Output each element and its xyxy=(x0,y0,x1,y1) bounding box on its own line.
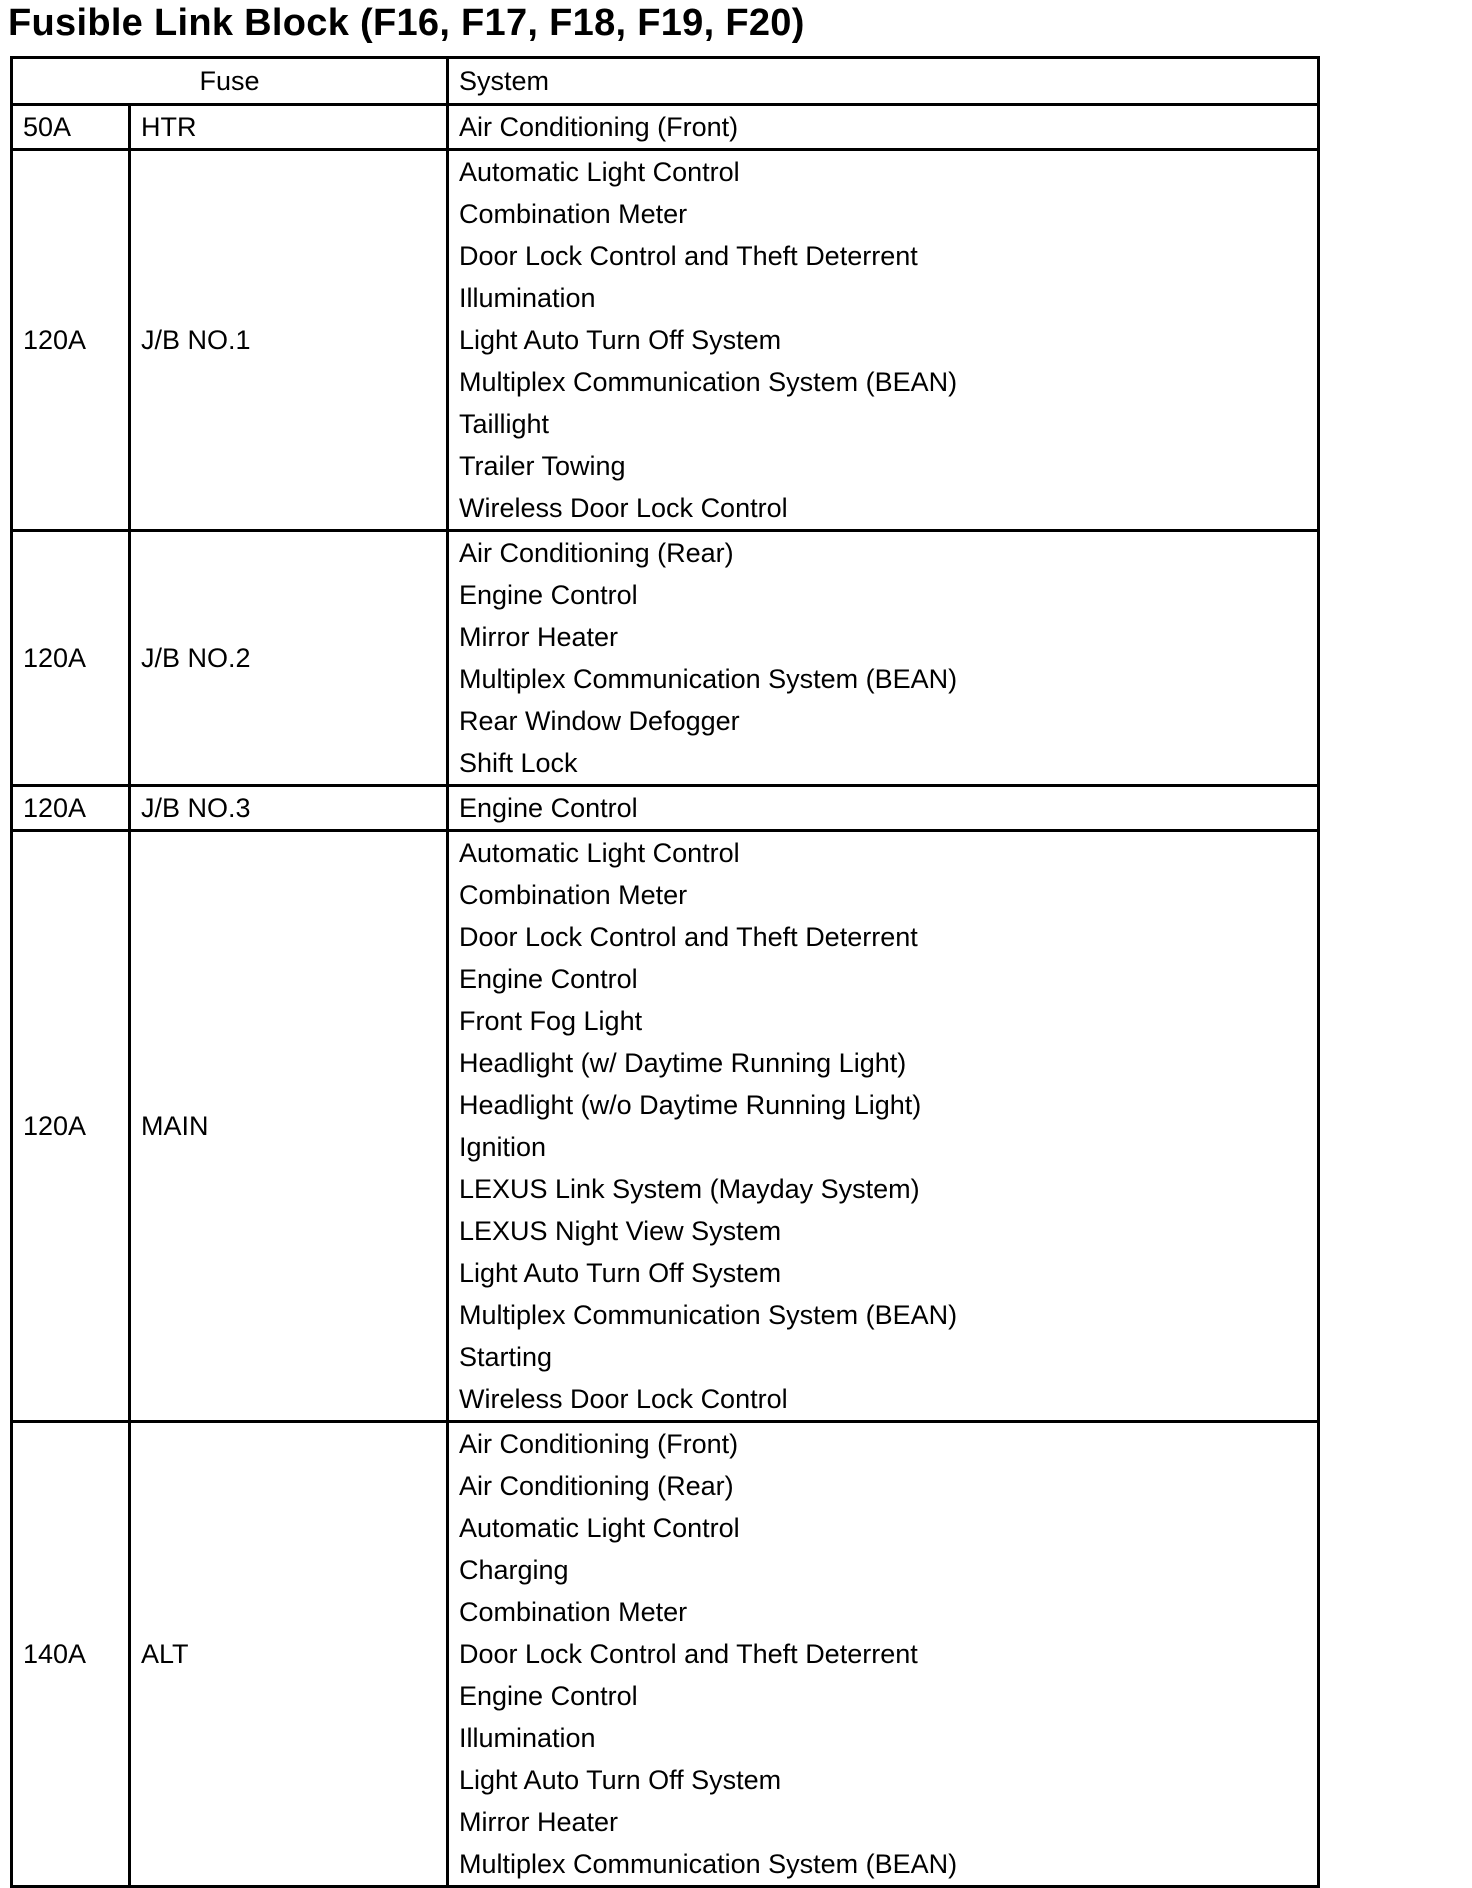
system-item: Rear Window Defogger xyxy=(459,706,740,736)
system-item: Front Fog Light xyxy=(459,1006,643,1036)
fuse-name-cell: HTR xyxy=(130,105,448,150)
system-item: Multiplex Communication System (BEAN) xyxy=(459,1300,958,1330)
system-item: Mirror Heater xyxy=(459,622,619,652)
system-item: Wireless Door Lock Control xyxy=(459,1384,788,1414)
table-row xyxy=(12,531,1319,786)
system-item: Mirror Heater xyxy=(459,1807,619,1837)
fuse-amperage-cell: 120A xyxy=(12,831,130,1422)
system-item: Door Lock Control and Theft Deterrent xyxy=(459,1639,918,1669)
system-item: Shift Lock xyxy=(459,748,578,778)
fuse-name-cell: J/B NO.2 xyxy=(130,531,448,786)
system-item: Automatic Light Control xyxy=(459,838,740,868)
system-item: Taillight xyxy=(459,409,550,439)
system-item: Trailer Towing xyxy=(459,451,626,481)
system-item: Combination Meter xyxy=(459,199,688,229)
system-list-cell xyxy=(448,831,1319,1422)
system-column-header: System xyxy=(448,58,1319,105)
fuse-amperage-cell: 50A xyxy=(12,105,130,150)
system-item: LEXUS Night View System xyxy=(459,1216,782,1246)
system-item: Door Lock Control and Theft Deterrent xyxy=(459,241,918,271)
system-item: Door Lock Control and Theft Deterrent xyxy=(459,922,918,952)
system-list-cell xyxy=(448,786,1319,831)
table-row xyxy=(12,105,1319,150)
system-item: Illumination xyxy=(459,1723,596,1753)
system-item: Starting xyxy=(459,1342,553,1372)
fuse-amperage-cell: 120A xyxy=(12,531,130,786)
system-item: Light Auto Turn Off System xyxy=(459,1765,782,1795)
fuse-name-cell: J/B NO.1 xyxy=(130,150,448,531)
fuse-amperage-cell: 140A xyxy=(12,1422,130,1887)
fuse-column-header: Fuse xyxy=(12,58,448,105)
system-item: Illumination xyxy=(459,283,596,313)
system-item: Engine Control xyxy=(459,964,638,994)
system-item: Air Conditioning (Front) xyxy=(459,1429,739,1459)
system-item: Engine Control xyxy=(459,580,638,610)
system-item: Engine Control xyxy=(459,793,638,823)
system-list-cell xyxy=(448,105,1319,150)
table-header-row xyxy=(12,58,1319,105)
system-item: Multiplex Communication System (BEAN) xyxy=(459,367,958,397)
fuse-amperage-cell: 120A xyxy=(12,150,130,531)
system-item: Multiplex Communication System (BEAN) xyxy=(459,1849,958,1879)
system-item: Engine Control xyxy=(459,1681,638,1711)
table-row xyxy=(12,150,1319,531)
system-item: Charging xyxy=(459,1555,569,1585)
fuse-table xyxy=(10,56,1320,1888)
system-list-cell xyxy=(448,531,1319,786)
fuse-name-cell: ALT xyxy=(130,1422,448,1887)
fuse-table-body xyxy=(12,105,1319,1887)
fuse-name-cell: MAIN xyxy=(130,831,448,1422)
system-item: Combination Meter xyxy=(459,1597,688,1627)
system-list-cell xyxy=(448,150,1319,531)
table-row xyxy=(12,831,1319,1422)
system-item: Light Auto Turn Off System xyxy=(459,325,782,355)
system-item: Automatic Light Control xyxy=(459,1513,740,1543)
system-item: Headlight (w/ Daytime Running Light) xyxy=(459,1048,907,1078)
table-row xyxy=(12,1422,1319,1887)
system-item: Air Conditioning (Rear) xyxy=(459,1471,734,1501)
system-item: Wireless Door Lock Control xyxy=(459,493,788,523)
system-item: Combination Meter xyxy=(459,880,688,910)
system-item: Ignition xyxy=(459,1132,547,1162)
fuse-name-cell: J/B NO.3 xyxy=(130,786,448,831)
system-item: Headlight (w/o Daytime Running Light) xyxy=(459,1090,922,1120)
fuse-amperage-cell: 120A xyxy=(12,786,130,831)
system-item: Air Conditioning (Rear) xyxy=(459,538,734,568)
system-item: Multiplex Communication System (BEAN) xyxy=(459,664,958,694)
page-title: Fusible Link Block (F16, F17, F18, F19, F20) xyxy=(8,2,805,44)
system-item: Air Conditioning (Front) xyxy=(459,112,739,142)
system-item: LEXUS Link System (Mayday System) xyxy=(459,1174,920,1204)
system-list-cell xyxy=(448,1422,1319,1887)
system-item: Automatic Light Control xyxy=(459,157,740,187)
table-row xyxy=(12,786,1319,831)
system-item: Light Auto Turn Off System xyxy=(459,1258,782,1288)
